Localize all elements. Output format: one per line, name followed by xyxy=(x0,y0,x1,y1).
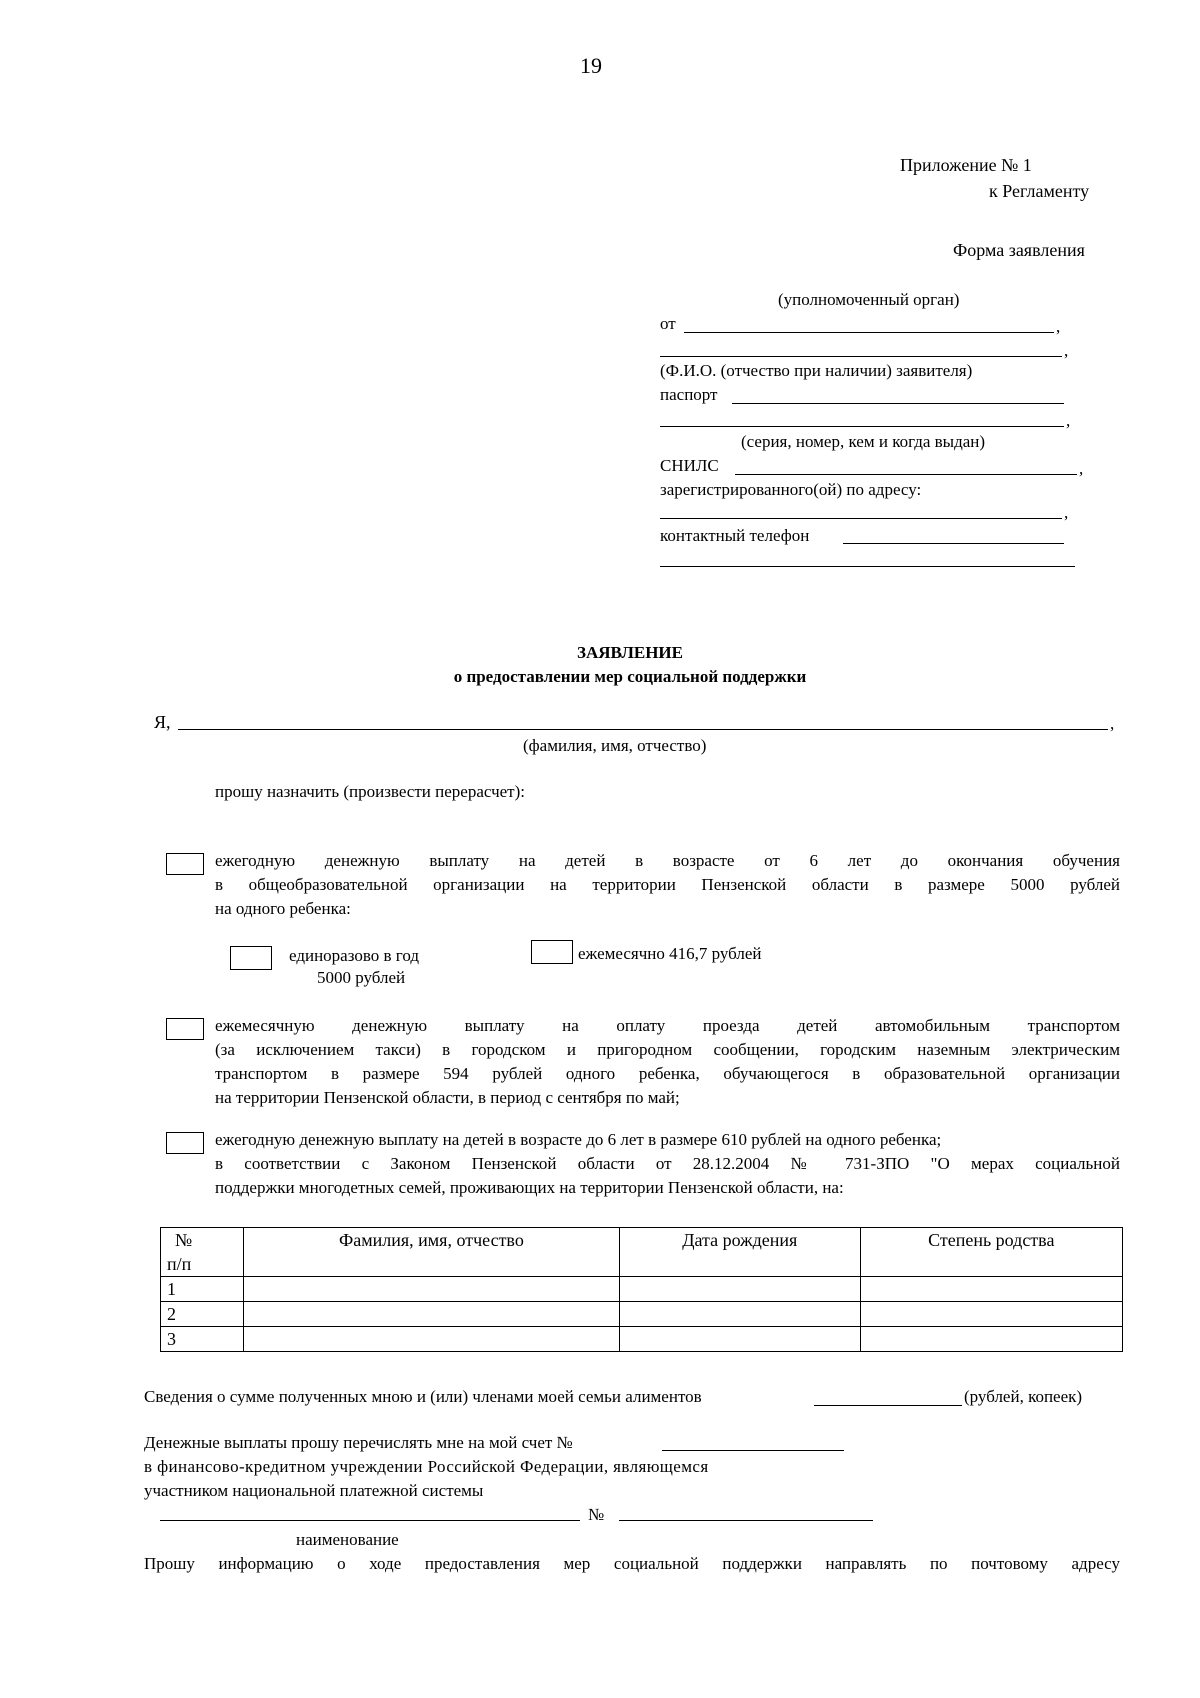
form-label: Форма заявления xyxy=(953,240,1085,260)
payment-line1: Денежные выплаты прошу перечислять мне на мой счет № xyxy=(144,1433,573,1452)
bank-name-line xyxy=(160,1520,580,1521)
phone-prefix: контактный телефон xyxy=(660,526,810,545)
option2-line1: ежемесячную денежную выплату на оплату проезда детей автомобильным транспортом xyxy=(215,1016,1120,1035)
phone-line2 xyxy=(660,566,1075,567)
applicant-caption: (фамилия, имя, отчество) xyxy=(523,736,707,755)
document-subtitle: о предоставлении мер социальной поддержки xyxy=(453,667,807,686)
passport-line2 xyxy=(660,426,1064,427)
applicant-line xyxy=(178,729,1108,730)
alimony-text: Сведения о сумме полученных мною и (или) членами моей семьи алиментов xyxy=(144,1387,702,1406)
option1-line3: на одного ребенка: xyxy=(215,899,351,918)
header-birth: Дата рождения xyxy=(620,1228,861,1277)
comma: , xyxy=(1064,503,1069,522)
option3-line1: ежегодную денежную выплату на детей в возрасте до 6 лет в размере 610 рублей на одного ребенка; xyxy=(215,1130,942,1149)
comma: , xyxy=(1079,459,1084,478)
option1-once-label1: единоразово в год xyxy=(289,946,419,965)
cell-relation[interactable] xyxy=(860,1327,1122,1352)
passport-line xyxy=(732,403,1064,404)
option1-monthly-label: ежемесячно 416,7 рублей xyxy=(578,944,762,963)
bank-name-caption: наименование xyxy=(296,1530,399,1549)
passport-prefix: паспорт xyxy=(660,385,718,404)
row-number: 3 xyxy=(161,1327,244,1352)
cell-birth[interactable] xyxy=(620,1277,861,1302)
passport-caption: (серия, номер, кем и когда выдан) xyxy=(741,432,986,451)
cell-fio[interactable] xyxy=(243,1327,619,1352)
header-relation: Степень родства xyxy=(860,1228,1122,1277)
option1-once-label2: 5000 рублей xyxy=(317,968,406,987)
info-request: Прошу информацию о ходе предоставления мер социальной поддержки направлять по почтовому адресу xyxy=(144,1554,1120,1573)
cell-birth[interactable] xyxy=(620,1302,861,1327)
payment-line3: участником национальной платежной системы xyxy=(144,1481,484,1500)
authority-caption: (уполномоченный орган) xyxy=(778,290,960,309)
address-line xyxy=(660,518,1062,519)
table-header-row xyxy=(161,1228,1123,1277)
comma: , xyxy=(1064,341,1069,360)
cell-relation[interactable] xyxy=(860,1277,1122,1302)
from-prefix: от xyxy=(660,314,676,333)
option1-once-checkbox[interactable] xyxy=(230,946,272,970)
applicant-prefix: Я, xyxy=(154,712,171,732)
address-label: зарегистрированного(ой) по адресу: xyxy=(660,480,922,499)
option1-line2: в общеобразовательной организации на территории Пензенской области в размере 5000 рублей xyxy=(215,875,1120,894)
snils-prefix: СНИЛС xyxy=(660,456,719,475)
option3-line3: поддержки многодетных семей, проживающих на территории Пензенской области, на: xyxy=(215,1178,844,1197)
table-row xyxy=(161,1327,1123,1352)
table-row xyxy=(161,1302,1123,1327)
option2-line3: транспортом в размере 594 рублей одного ребенка, обучающегося в образовательной организации xyxy=(215,1064,1120,1083)
cell-fio[interactable] xyxy=(243,1277,619,1302)
appendix-line1: Приложение № 1 xyxy=(900,155,1032,175)
page-number: 19 xyxy=(580,53,602,78)
num-sign: № xyxy=(588,1505,605,1524)
option2-checkbox[interactable] xyxy=(166,1018,204,1040)
fio-caption: (Ф.И.О. (отчество при наличии) заявителя) xyxy=(660,361,973,380)
relatives-table xyxy=(160,1227,1123,1352)
header-num-line2: п/п xyxy=(167,1254,192,1274)
option2-line2: (за исключением такси) в городском и пригородном сообщении, городским наземным электрическим xyxy=(215,1040,1120,1059)
alimony-line xyxy=(814,1405,962,1406)
cell-birth[interactable] xyxy=(620,1327,861,1352)
comma: , xyxy=(1056,317,1061,336)
option1-checkbox[interactable] xyxy=(166,853,204,875)
option3-checkbox[interactable] xyxy=(166,1132,204,1154)
row-number: 1 xyxy=(161,1277,244,1302)
phone-line xyxy=(843,543,1064,544)
comma: , xyxy=(1066,411,1071,430)
cell-relation[interactable] xyxy=(860,1302,1122,1327)
cell-fio[interactable] xyxy=(243,1302,619,1327)
alimony-suffix: (рублей, копеек) xyxy=(964,1387,1083,1406)
header-fio: Фамилия, имя, отчество xyxy=(243,1228,619,1277)
request-intro: прошу назначить (произвести перерасчет): xyxy=(215,782,525,801)
header-num xyxy=(161,1228,244,1277)
snils-line xyxy=(735,474,1077,475)
account-line xyxy=(662,1450,844,1451)
option1-line1: ежегодную денежную выплату на детей в возрасте от 6 лет до окончания обучения xyxy=(215,851,1120,870)
comma: , xyxy=(1110,714,1115,733)
option3-line2: в соответствии с Законом Пензенской области от 28.12.2004 № 731-ЗПО "О мерах социальной xyxy=(215,1154,1120,1173)
table-row xyxy=(161,1277,1123,1302)
option1-monthly-checkbox[interactable] xyxy=(531,940,573,964)
appendix-line2: к Регламенту xyxy=(989,181,1090,201)
from-line xyxy=(684,332,1054,333)
option2-line4: на территории Пензенской области, в период с сентября по май; xyxy=(215,1088,680,1107)
header-num-line1: № xyxy=(175,1230,193,1250)
document-title: ЗАЯВЛЕНИЕ xyxy=(576,643,683,662)
row-number: 2 xyxy=(161,1302,244,1327)
fio-line xyxy=(660,356,1062,357)
payment-line2: в финансово-кредитном учреждении Российской Федерации, являющемся xyxy=(144,1457,709,1476)
bank-number-line xyxy=(619,1520,873,1521)
